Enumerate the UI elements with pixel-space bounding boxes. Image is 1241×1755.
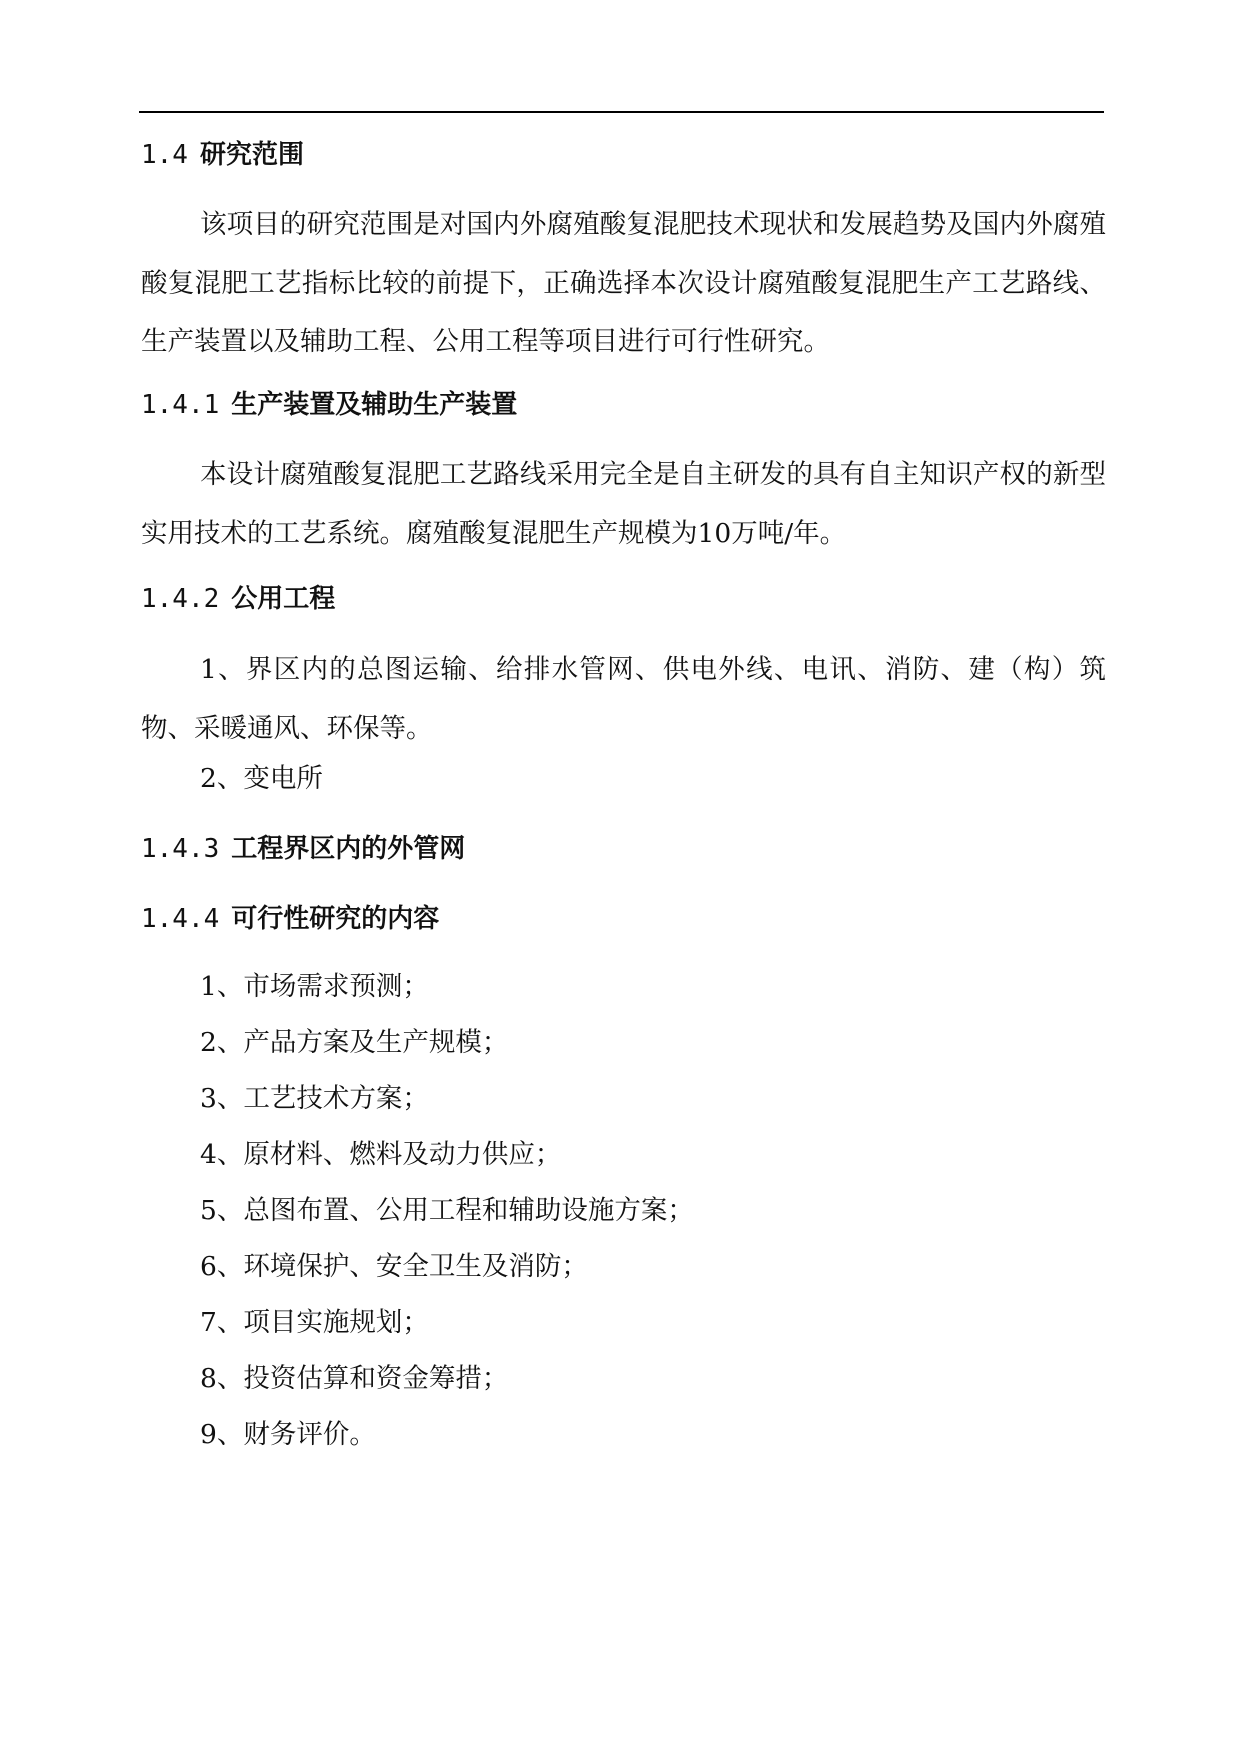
section-title: 可行性研究的内容: [231, 904, 440, 934]
section-number: 1.4.3: [141, 834, 220, 864]
section-title: 公用工程: [231, 584, 336, 614]
contents-item: 1、市场需求预测；: [200, 971, 429, 1002]
contents-item: 5、总图布置、公用工程和辅助设施方案；: [200, 1195, 694, 1226]
contents-item: 3、工艺技术方案；: [200, 1083, 429, 1114]
contents-item: 4、原材料、燃料及动力供应；: [200, 1139, 562, 1170]
section-number: 1.4.4: [141, 904, 220, 934]
section-number: 1.4.1: [141, 390, 220, 420]
contents-item: 2、产品方案及生产规模；: [200, 1027, 509, 1058]
contents-item: 6、环境保护、安全卫生及消防；: [200, 1251, 588, 1282]
section-title: 生产装置及辅助生产装置: [231, 390, 518, 420]
contents-item: 7、项目实施规划；: [200, 1307, 429, 1338]
section-title: 工程界区内的外管网: [231, 834, 466, 864]
production-paragraph: 本设计腐殖酸复混肥工艺路线采用完全是自主研发的具有自主知识产权的新型实用技术的工艺系统。腐殖酸复混肥生产规模为10万吨/年。: [141, 459, 1106, 549]
contents-item: 8、投资估算和资金筹措；: [200, 1363, 509, 1394]
section-heading-1-4-4: [141, 906, 439, 932]
section-heading-1-4-2: [141, 586, 335, 612]
contents-item: 9、财务评价。: [200, 1419, 376, 1450]
section-number: 1.4: [141, 140, 188, 170]
section-heading-1-4-3: [141, 836, 465, 862]
section-number: 1.4.2: [141, 584, 220, 614]
header-rule: [139, 111, 1104, 113]
utility-item-2: 2、变电所: [200, 763, 323, 794]
utility-item-1: 1、界区内的总图运输、给排水管网、供电外线、电讯、消防、建（构）筑物、采暖通风、环保等。: [141, 654, 1106, 744]
section-heading-1-4-1: [141, 392, 517, 418]
section-heading-1-4: [141, 142, 304, 168]
scope-paragraph: 该项目的研究范围是对国内外腐殖酸复混肥技术现状和发展趋势及国内外腐殖酸复混肥工艺指标比较的前提下，正确选择本次设计腐殖酸复混肥生产工艺路线、生产装置以及辅助工程、公用工程等项目进行可行性研究。: [141, 209, 1106, 357]
section-title: 研究范围: [199, 140, 304, 170]
